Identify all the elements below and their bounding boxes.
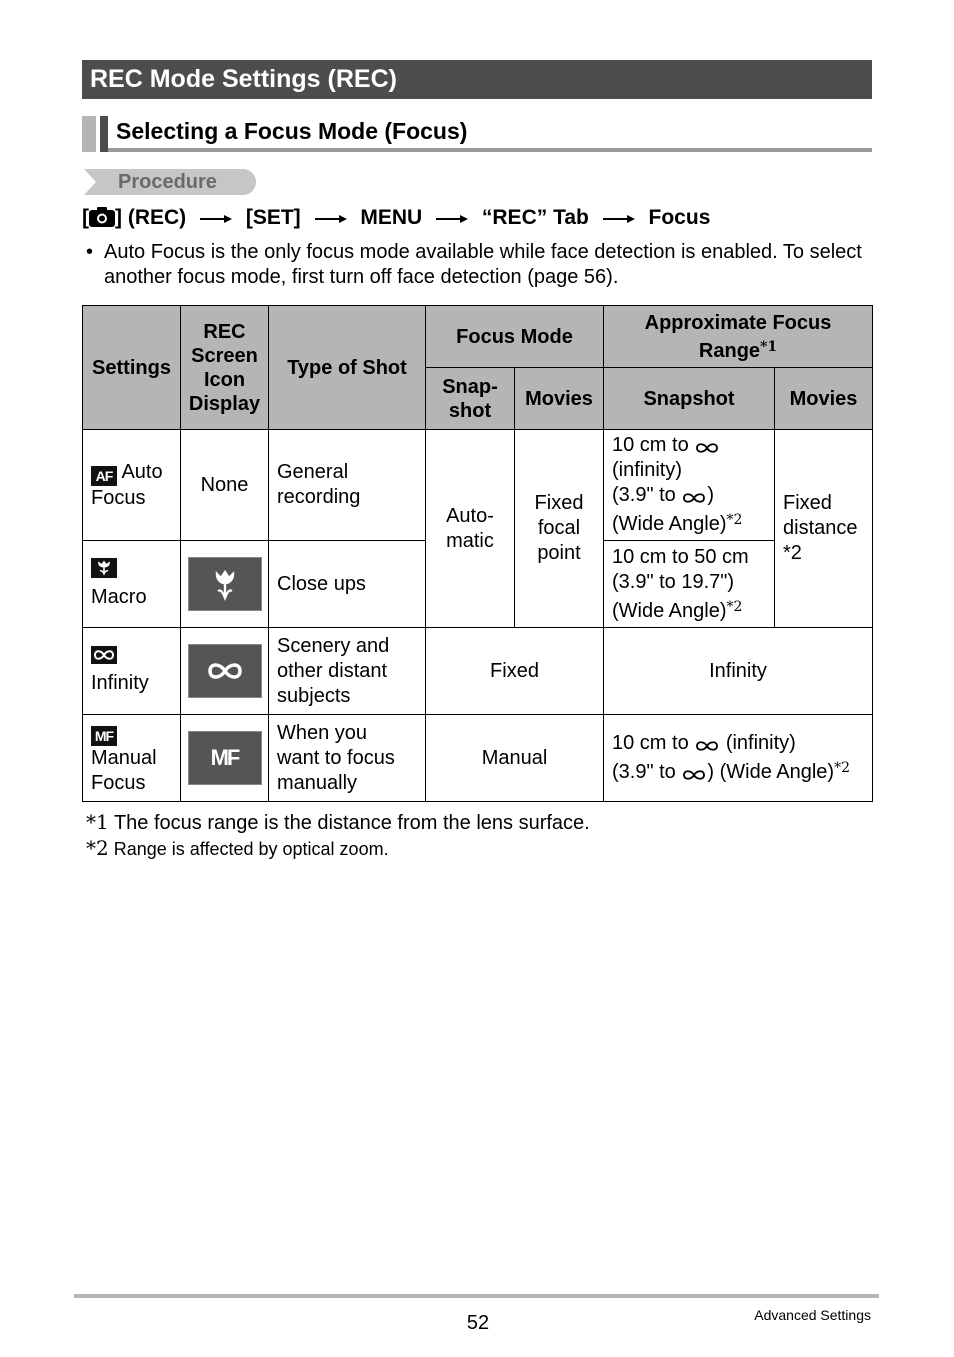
table-row [83, 430, 873, 541]
range-text: (infinity) [725, 732, 796, 754]
navigation-path [82, 205, 710, 231]
infinity-icon [694, 441, 720, 455]
path-menu: MENU [360, 206, 423, 229]
range-text: (Wide Angle) [612, 513, 727, 535]
footnote-2 [86, 836, 389, 862]
mf-icon: MF [91, 726, 117, 746]
af-icon: AF [91, 466, 117, 486]
header-rec-icon-line: Display [188, 392, 261, 415]
arrow-right-icon [603, 214, 635, 224]
footer-rule [74, 1294, 879, 1298]
cell-setting [83, 715, 181, 802]
cell-type: Close ups [269, 541, 426, 628]
mode-line: focal [537, 517, 581, 539]
header-type-of-shot: Type of Shot [269, 306, 426, 430]
range-text: (3.9" to [612, 484, 676, 506]
header-approx-range-text: Approximate Focus Range [644, 311, 832, 362]
procedure-badge-notch [84, 169, 96, 195]
footnote-mark: *2 [834, 760, 851, 776]
note-text: Auto Focus is the only focus mode available while face detection is enabled. To select another focus mode, first turn off face detection (page 56). [104, 241, 862, 288]
page-number: 52 [466, 1312, 490, 1334]
range-text: 10 cm to [612, 434, 689, 456]
setting-label: Manual [91, 747, 157, 769]
header-snapshot-line: shot [448, 399, 492, 422]
footnote-mark: *2 [783, 542, 802, 564]
mf-screen-icon [188, 731, 262, 785]
subsection-marker-light [82, 116, 96, 152]
subsection-rule [108, 148, 872, 152]
infinity-icon [694, 739, 720, 753]
note [86, 240, 866, 290]
infinity-icon [189, 645, 261, 697]
procedure-label: Procedure [118, 171, 217, 193]
type-line: other distant [277, 659, 388, 682]
cell-range [604, 715, 873, 802]
range-line [612, 595, 774, 624]
header-snapshot-mode [426, 368, 515, 430]
range-line: distance [783, 517, 858, 539]
setting-label: Auto [121, 460, 163, 483]
cell-snapshot-range [604, 430, 775, 541]
setting-label: Infinity [91, 672, 149, 694]
infinity-icon [681, 491, 707, 505]
header-rec-icon [181, 306, 269, 430]
range-text: (3.9" to [612, 761, 676, 783]
mode-line: point [537, 542, 581, 564]
mode-line: Auto- [446, 504, 494, 527]
setting-label: Focus [91, 486, 146, 509]
type-line: want to focus [277, 746, 395, 769]
header-rec-icon-line: Screen [191, 344, 258, 367]
setting-label: Focus [91, 772, 146, 794]
type-line: manually [277, 771, 358, 794]
cell-type: General recording [269, 430, 426, 541]
range-text: (Wide Angle) [612, 599, 727, 622]
section-title: REC Mode Settings (REC) [82, 60, 872, 99]
header-rec-icon-line: REC [203, 320, 246, 343]
range-line [612, 731, 872, 756]
macro-flower-icon [91, 558, 117, 578]
subsection-title: Selecting a Focus Mode (Focus) [116, 118, 468, 144]
type-line: subjects [277, 684, 351, 707]
range-line: (infinity) [612, 459, 683, 481]
arrow-right-icon [315, 214, 347, 224]
footnote-mark: *2 [86, 836, 109, 860]
setting-label: Macro [91, 586, 147, 608]
macro-flower-icon [189, 558, 261, 610]
footnote-mark: *2 [726, 512, 743, 528]
cell-mode: Manual [426, 715, 604, 802]
arrow-right-icon [200, 214, 232, 224]
path-rec: ] (REC) [115, 206, 187, 229]
focus-mode-table [82, 305, 873, 802]
range-text: ) [707, 484, 715, 506]
header-settings: Settings [83, 306, 181, 430]
footnote-1 [86, 810, 590, 836]
header-movies-mode: Movies [515, 368, 604, 430]
range-text: ) (Wide Angle) [707, 761, 835, 783]
range-line [612, 756, 872, 785]
cell-rec-icon [181, 541, 269, 628]
subsection-marker-dark [100, 116, 108, 152]
cell-movies-range [775, 430, 873, 628]
cell-type [269, 628, 426, 715]
camera-icon [89, 207, 115, 227]
cell-setting [83, 430, 181, 541]
footer-section-name: Advanced Settings [754, 1307, 871, 1323]
bullet-icon: • [86, 241, 94, 263]
header-movies-range: Movies [775, 368, 873, 430]
range-line: Fixed [783, 492, 832, 514]
cell-setting [83, 628, 181, 715]
type-line: When you [277, 721, 368, 744]
infinity-icon [681, 768, 707, 782]
cell-snapshot-range [604, 541, 775, 628]
cell-rec-icon [181, 715, 269, 802]
table-row [83, 628, 873, 715]
mode-line: Fixed [534, 492, 584, 514]
range-line: 10 cm to 50 cm [612, 545, 749, 568]
header-focus-mode: Focus Mode [426, 306, 604, 368]
arrow-right-icon [436, 214, 468, 224]
footnote-text: Range is affected by optical zoom. [113, 839, 389, 859]
macro-screen-icon [188, 557, 262, 611]
range-line [612, 433, 774, 458]
type-line: Scenery and [277, 634, 390, 657]
cell-rec-icon: None [181, 430, 269, 541]
cell-mode: Fixed [426, 628, 604, 715]
range-line [612, 508, 774, 537]
footnote-mark: *2 [726, 598, 743, 615]
cell-type [269, 715, 426, 802]
footnote-text: The focus range is the distance from the lens surface. [113, 812, 590, 834]
cell-movies-mode [515, 430, 604, 628]
header-rec-icon-line: Icon [203, 368, 246, 391]
cell-snapshot-mode [426, 430, 515, 628]
range-line [612, 483, 774, 508]
mode-line: matic [446, 529, 494, 552]
path-focus: Focus [648, 206, 711, 229]
cell-setting [83, 541, 181, 628]
range-line: (3.9" to 19.7") [612, 570, 735, 593]
header-approx-range [604, 306, 873, 368]
footnote-mark: *1 [760, 338, 778, 355]
cell-range: Infinity [604, 628, 873, 715]
infinity-mode-icon [91, 646, 117, 664]
path-set: [SET] [245, 206, 301, 229]
header-snapshot-line: Snap- [442, 375, 498, 398]
header-snapshot-range: Snapshot [604, 368, 775, 430]
range-text: 10 cm to [612, 732, 689, 754]
table-row [83, 715, 873, 802]
mf-screen-icon-label: MF [210, 745, 239, 770]
footnote-mark: *1 [86, 810, 109, 834]
path-open-bracket: [ [82, 206, 89, 229]
cell-rec-icon [181, 628, 269, 715]
path-rec-tab: “REC” Tab [481, 206, 589, 229]
infinity-screen-icon [188, 644, 262, 698]
